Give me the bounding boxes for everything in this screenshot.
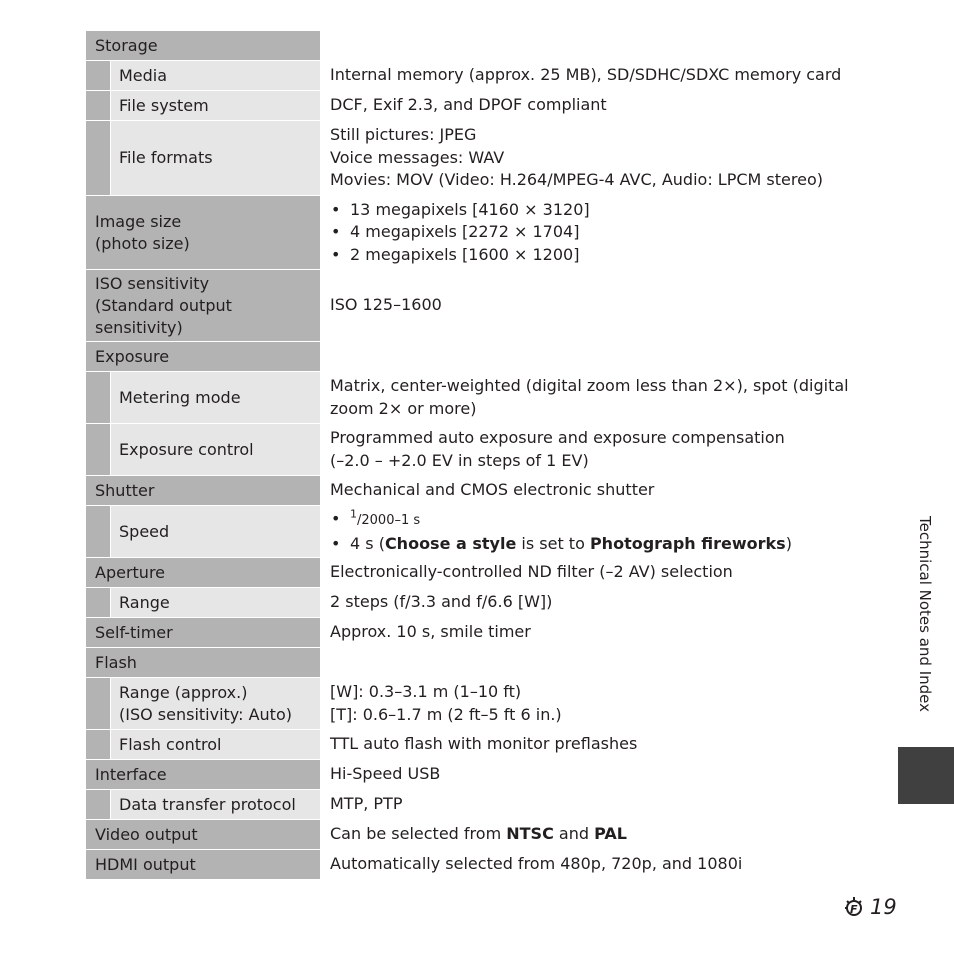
spec-row-shutter — [86, 475, 866, 505]
spec-row-exposure-control — [86, 423, 866, 475]
spec-row-flash-range — [86, 677, 866, 729]
spec-label-protocol: Data transfer protocol — [110, 790, 320, 819]
spec-label-speed: Speed — [110, 506, 320, 557]
spec-label-media: Media — [110, 61, 320, 90]
spec-row-self-timer — [86, 617, 866, 647]
spec-row-flash — [86, 647, 866, 677]
spec-label-iso: ISO sensitivity (Standard output sensitivity) — [86, 269, 320, 341]
spec-label-storage: Storage — [86, 30, 320, 60]
spec-row-metering — [86, 371, 866, 423]
spec-value-file-system: DCF, Exif 2.3, and DPOF compliant — [320, 90, 866, 120]
spec-row-exposure — [86, 341, 866, 371]
spec-row-aperture-range — [86, 587, 866, 617]
spec-label-metering: Metering mode — [110, 372, 320, 423]
spec-row-flash-control — [86, 729, 866, 759]
list-item: • 4 megapixels [2272 × 1704] — [330, 221, 866, 244]
page-number-text: 19 — [870, 895, 897, 919]
spec-row-storage — [86, 30, 866, 60]
spec-value-media: Internal memory (approx. 25 MB), SD/SDHC/SDXC memory card — [320, 60, 866, 90]
spec-label-flash-range: Range (approx.) (ISO sensitivity: Auto) — [110, 678, 320, 729]
spec-line: Movies: MOV (Video: H.264/MPEG-4 AVC, Audio: LPCM stereo) — [330, 170, 823, 190]
spec-label-file-formats: File formats — [110, 121, 320, 195]
spec-value-flash-range: [W]: 0.3–3.1 m (1–10 ft) [T]: 0.6–1.7 m (2 ft–5 ft 6 in.) — [320, 677, 866, 729]
spec-value-hdmi-output: Automatically selected from 480p, 720p, and 1080i — [320, 849, 866, 879]
spec-row-aperture — [86, 557, 866, 587]
spec-value-video-output: Can be selected from NTSC and PAL — [320, 819, 866, 849]
list-item: • $^1$/2000–1 s — [330, 508, 866, 533]
spec-row-media — [86, 60, 866, 90]
spec-label-self-timer: Self-timer — [86, 617, 320, 647]
spec-value-self-timer: Approx. 10 s, smile timer — [320, 617, 866, 647]
spec-value-file-formats — [320, 120, 866, 195]
spec-value-interface: Hi-Speed USB — [320, 759, 866, 789]
spec-row-protocol — [86, 789, 866, 819]
spec-label-file-system: File system — [110, 91, 320, 120]
list-item: • 13 megapixels [4160 × 3120] — [330, 199, 866, 222]
spec-label-aperture: Aperture — [86, 557, 320, 587]
spec-row-hdmi-output — [86, 849, 866, 879]
spec-value-aperture-range: 2 steps (f/3.3 and f/6.6 [W]) — [320, 587, 866, 617]
spec-value-speed — [320, 505, 866, 557]
spec-row-interface — [86, 759, 866, 789]
spec-line: Still pictures: JPEG — [330, 125, 477, 145]
spec-label-image-size: Image size (photo size) — [86, 195, 320, 269]
spec-label-flash: Flash — [86, 647, 320, 677]
spec-value-protocol: MTP, PTP — [320, 789, 866, 819]
spec-value-empty — [320, 30, 866, 60]
spec-label-exposure-control: Exposure control — [110, 424, 320, 475]
svg-text:F: F — [850, 903, 858, 916]
spec-label-hdmi-output: HDMI output — [86, 849, 320, 879]
spec-label-exposure: Exposure — [86, 341, 320, 371]
spec-value-exposure-control: Programmed auto exposure and exposure compensation (–2.0 – +2.0 EV in steps of 1 EV) — [320, 423, 866, 475]
spec-value-iso: ISO 125–1600 — [320, 269, 866, 341]
spec-label-aperture-range: Range — [110, 588, 320, 617]
list-item: • 2 megapixels [1600 × 1200] — [330, 244, 866, 267]
list-item: • 4 s (Choose a style is set to Photograph fireworks) — [330, 533, 866, 556]
spec-row-iso — [86, 269, 866, 341]
spec-label-flash-control: Flash control — [110, 730, 320, 759]
side-tab-marker — [898, 747, 954, 804]
spec-value-shutter: Mechanical and CMOS electronic shutter — [320, 475, 866, 505]
spec-row-file-system — [86, 90, 866, 120]
spec-value-metering: Matrix, center-weighted (digital zoom less than 2×), spot (digital zoom 2× or more) — [320, 371, 866, 423]
spec-label-shutter: Shutter — [86, 475, 320, 505]
spec-value-flash-control: TTL auto flash with monitor preflashes — [320, 729, 866, 759]
spec-row-image-size — [86, 195, 866, 269]
spec-row-speed — [86, 505, 866, 557]
spec-value-aperture: Electronically-controlled ND filter (–2 AV) selection — [320, 557, 866, 587]
spec-label-video-output: Video output — [86, 819, 320, 849]
page-number — [842, 892, 897, 922]
spec-row-video-output — [86, 819, 866, 849]
spec-line: Voice messages: WAV — [330, 147, 505, 167]
spec-value-image-size — [320, 195, 866, 269]
side-tab-label: Technical Notes and Index — [916, 516, 934, 713]
reference-f-icon — [842, 894, 868, 920]
spec-row-file-formats — [86, 120, 866, 195]
spec-table — [86, 30, 866, 879]
spec-label-interface: Interface — [86, 759, 320, 789]
